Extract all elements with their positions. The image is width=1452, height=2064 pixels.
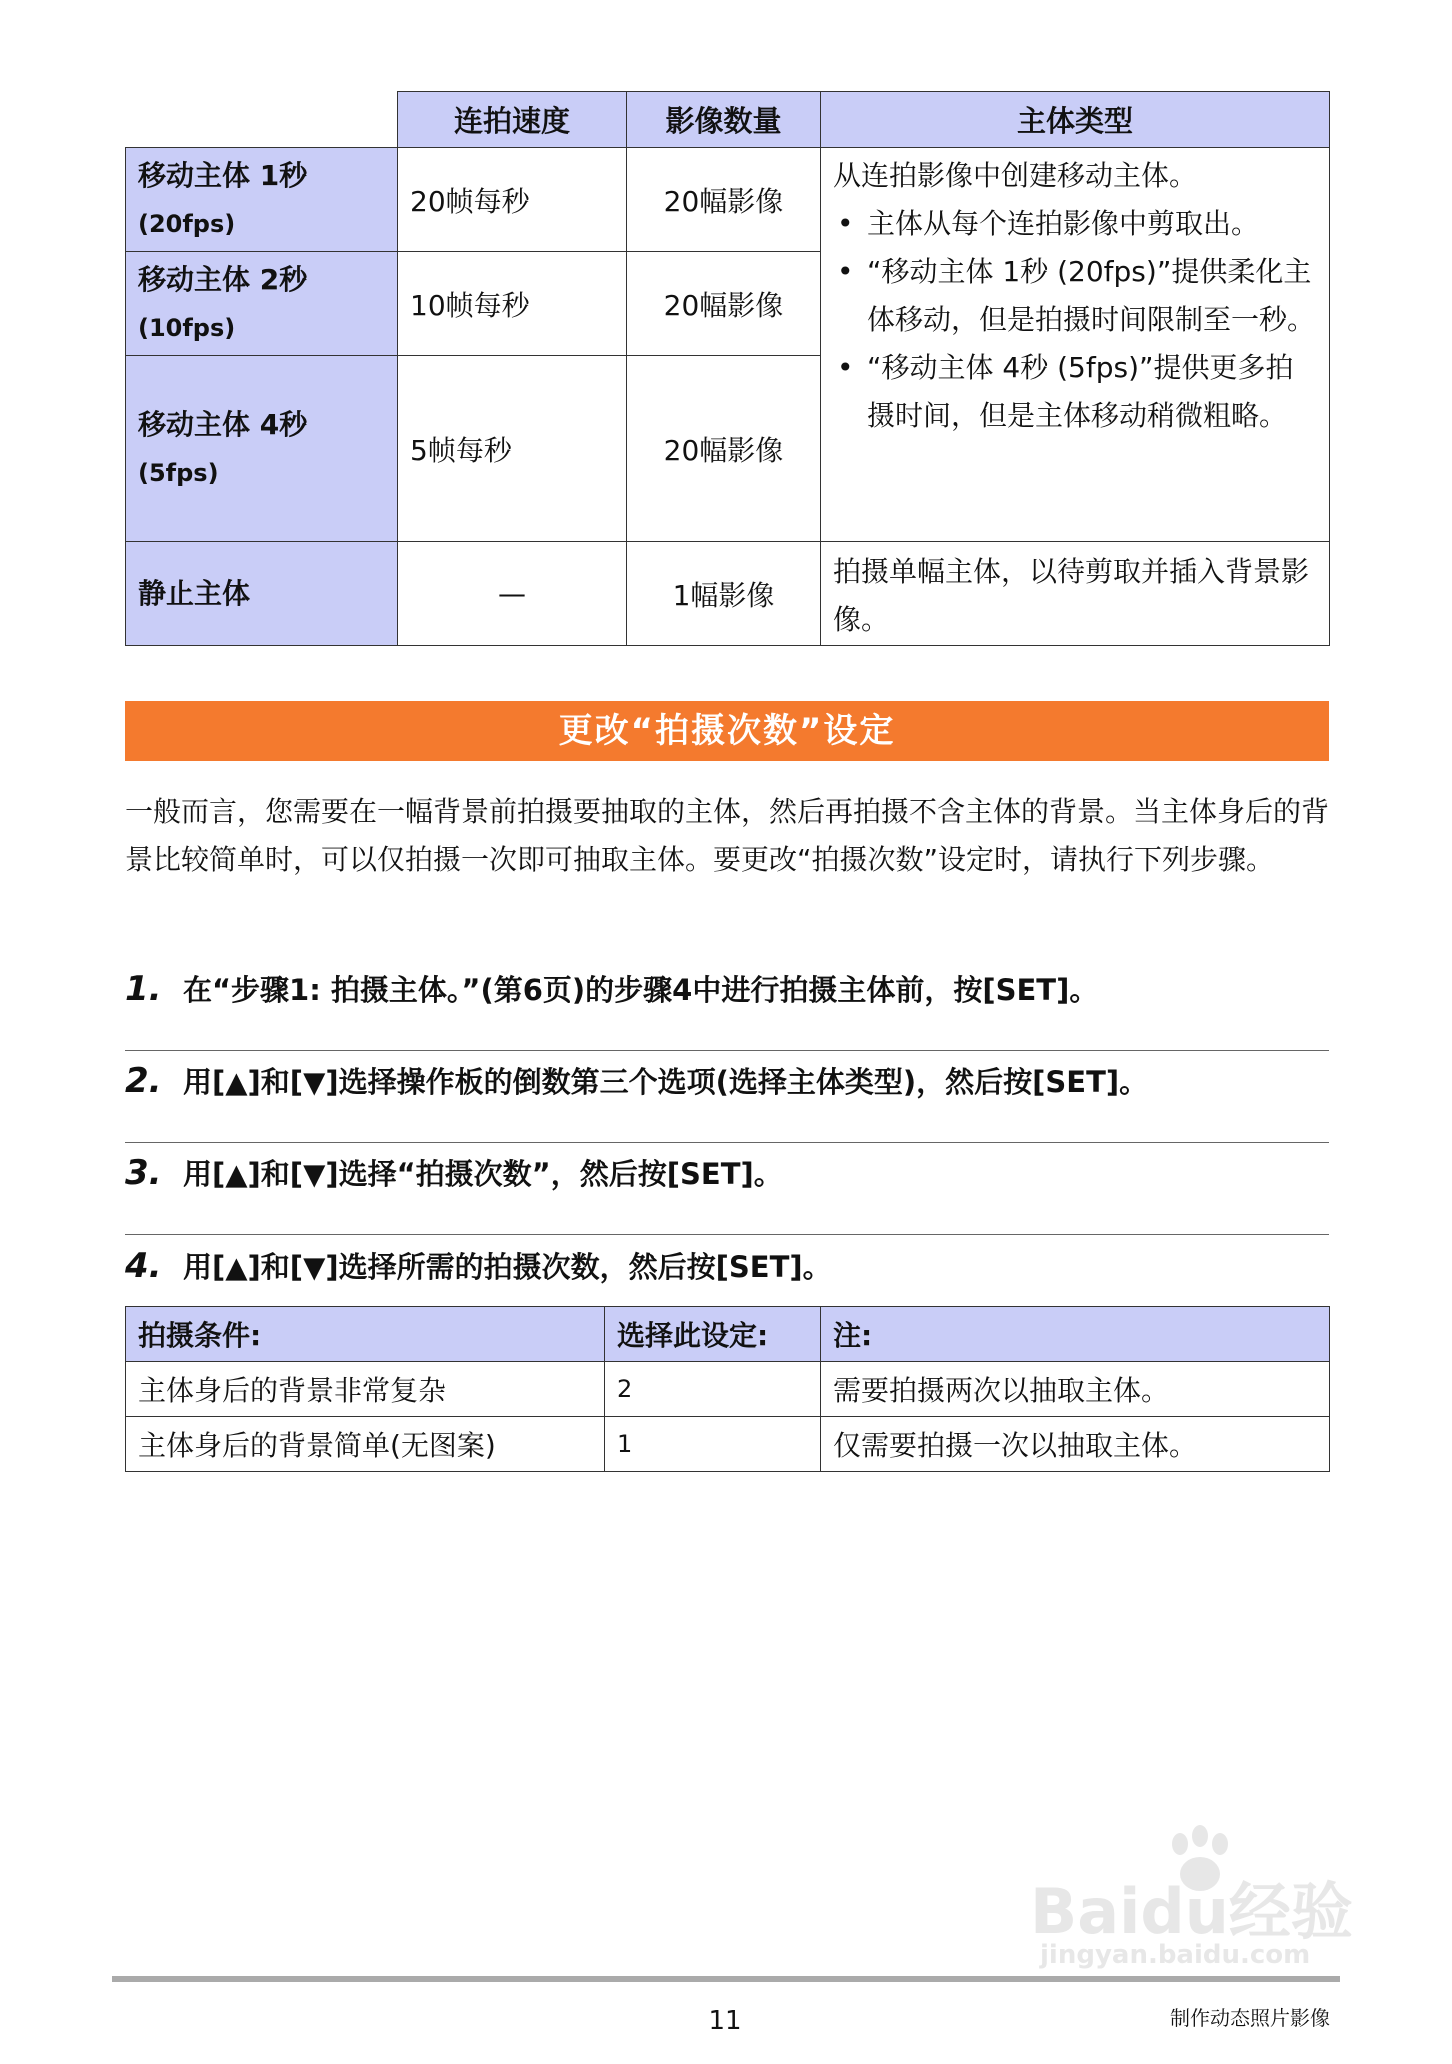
step-3 [125, 1152, 1329, 1193]
divider [125, 1234, 1329, 1235]
still-subject-description: 拍摄单幅主体，以待剪取并插入背景影像。 [821, 542, 1330, 646]
note-cell: 仅需要拍摄一次以抽取主体。 [821, 1417, 1330, 1472]
shot-count-table [125, 1306, 1330, 1472]
condition-cell: 主体身后的背景简单(无图案) [126, 1417, 605, 1472]
divider [125, 1050, 1329, 1051]
row-label-main: 移动主体 1秒 [138, 158, 308, 192]
row-label-main: 静止主体 [138, 576, 251, 610]
intro-paragraph: 一般而言，您需要在一幅背景前拍摄要抽取的主体，然后再拍摄不含主体的背景。当主体身后的背景比较简单时，可以仅拍摄一次即可抽取主体。要更改“拍摄次数”设定时，请执行下列步骤。 [125, 795, 1330, 876]
header-type: 主体类型 [821, 92, 1330, 148]
note-cell: 需要拍摄两次以抽取主体。 [821, 1362, 1330, 1417]
count-cell: 1幅影像 [627, 542, 821, 646]
header-speed: 连拍速度 [398, 92, 627, 148]
footer-section-title: 制作动态照片影像 [1170, 2006, 1330, 2030]
shooting-speed-table [125, 91, 1330, 646]
baidu-watermark [1030, 1840, 1360, 1970]
watermark-brand-part2: du [1140, 1875, 1229, 1948]
footer-divider [112, 1976, 1340, 1982]
setting-cell: 2 [605, 1362, 821, 1417]
row-label-main: 移动主体 2秒 [138, 262, 308, 296]
condition-cell: 主体身后的背景非常复杂 [126, 1362, 605, 1417]
description-bullets [833, 200, 1317, 440]
header-setting: 选择此设定: [605, 1307, 821, 1362]
divider [125, 1142, 1329, 1143]
step-number: 1. [125, 968, 162, 1009]
speed-cell: 10帧每秒 [398, 252, 627, 356]
row-label [126, 252, 398, 356]
speed-cell: 5帧每秒 [398, 356, 627, 542]
description-intro: 从连拍影像中创建移动主体。 [833, 159, 1198, 192]
table-header-row [126, 92, 1330, 148]
header-count: 影像数量 [627, 92, 821, 148]
watermark-brand [1030, 1862, 1353, 1951]
list-item: • “移动主体 4秒 (5fps)”提供更多拍摄时间，但是主体移动稍微粗略。 [833, 344, 1317, 440]
step-text: 用[▲]和[▼]选择所需的拍摄次数，然后按[SET]。 [183, 1250, 832, 1284]
watermark-brand-cn: 经验 [1228, 1875, 1353, 1948]
count-cell: 20幅影像 [627, 356, 821, 542]
step-number: 4. [125, 1245, 162, 1286]
watermark-brand-part1: Bai [1030, 1875, 1141, 1948]
row-label-sub: (10fps) [138, 313, 236, 342]
step-text: 用[▲]和[▼]选择操作板的倒数第三个选项(选择主体类型)，然后按[SET]。 [183, 1065, 1149, 1099]
watermark-url: jingyan.baidu.com [1040, 1940, 1311, 1970]
speed-cell: — [398, 542, 627, 646]
table-row [126, 1417, 1330, 1472]
speed-cell: 20帧每秒 [398, 148, 627, 252]
list-item: • “移动主体 1秒 (20fps)”提供柔化主体移动，但是拍摄时间限制至一秒。 [833, 248, 1317, 344]
header-note: 注: [821, 1307, 1330, 1362]
step-number: 2. [125, 1060, 162, 1101]
list-item: • 主体从每个连拍影像中剪取出。 [833, 200, 1317, 248]
setting-cell: 1 [605, 1417, 821, 1472]
step-4 [125, 1245, 1329, 1286]
table-row [126, 1362, 1330, 1417]
section-title-bar: 更改“拍摄次数”设定 [125, 701, 1329, 761]
empty-header-cell [126, 92, 398, 148]
table-row [126, 148, 1330, 252]
count-cell: 20幅影像 [627, 252, 821, 356]
table-row [126, 542, 1330, 646]
row-label [126, 542, 398, 646]
row-label [126, 356, 398, 542]
step-number: 3. [125, 1152, 162, 1193]
count-cell: 20幅影像 [627, 148, 821, 252]
step-text: 用[▲]和[▼]选择“拍摄次数”，然后按[SET]。 [183, 1157, 783, 1191]
table-header-row [126, 1307, 1330, 1362]
step-1 [125, 968, 1329, 1009]
step-2 [125, 1060, 1329, 1101]
row-label-sub: (20fps) [138, 209, 236, 238]
header-condition: 拍摄条件: [126, 1307, 605, 1362]
step-text: 在“步骤1: 拍摄主体。”(第6页)的步骤4中进行拍摄主体前，按[SET]。 [183, 973, 1099, 1007]
row-label-main: 移动主体 4秒 [138, 407, 308, 441]
row-label [126, 148, 398, 252]
row-label-sub: (5fps) [138, 458, 219, 487]
moving-subject-description [821, 148, 1330, 542]
page-number: 11 [708, 2006, 742, 2036]
